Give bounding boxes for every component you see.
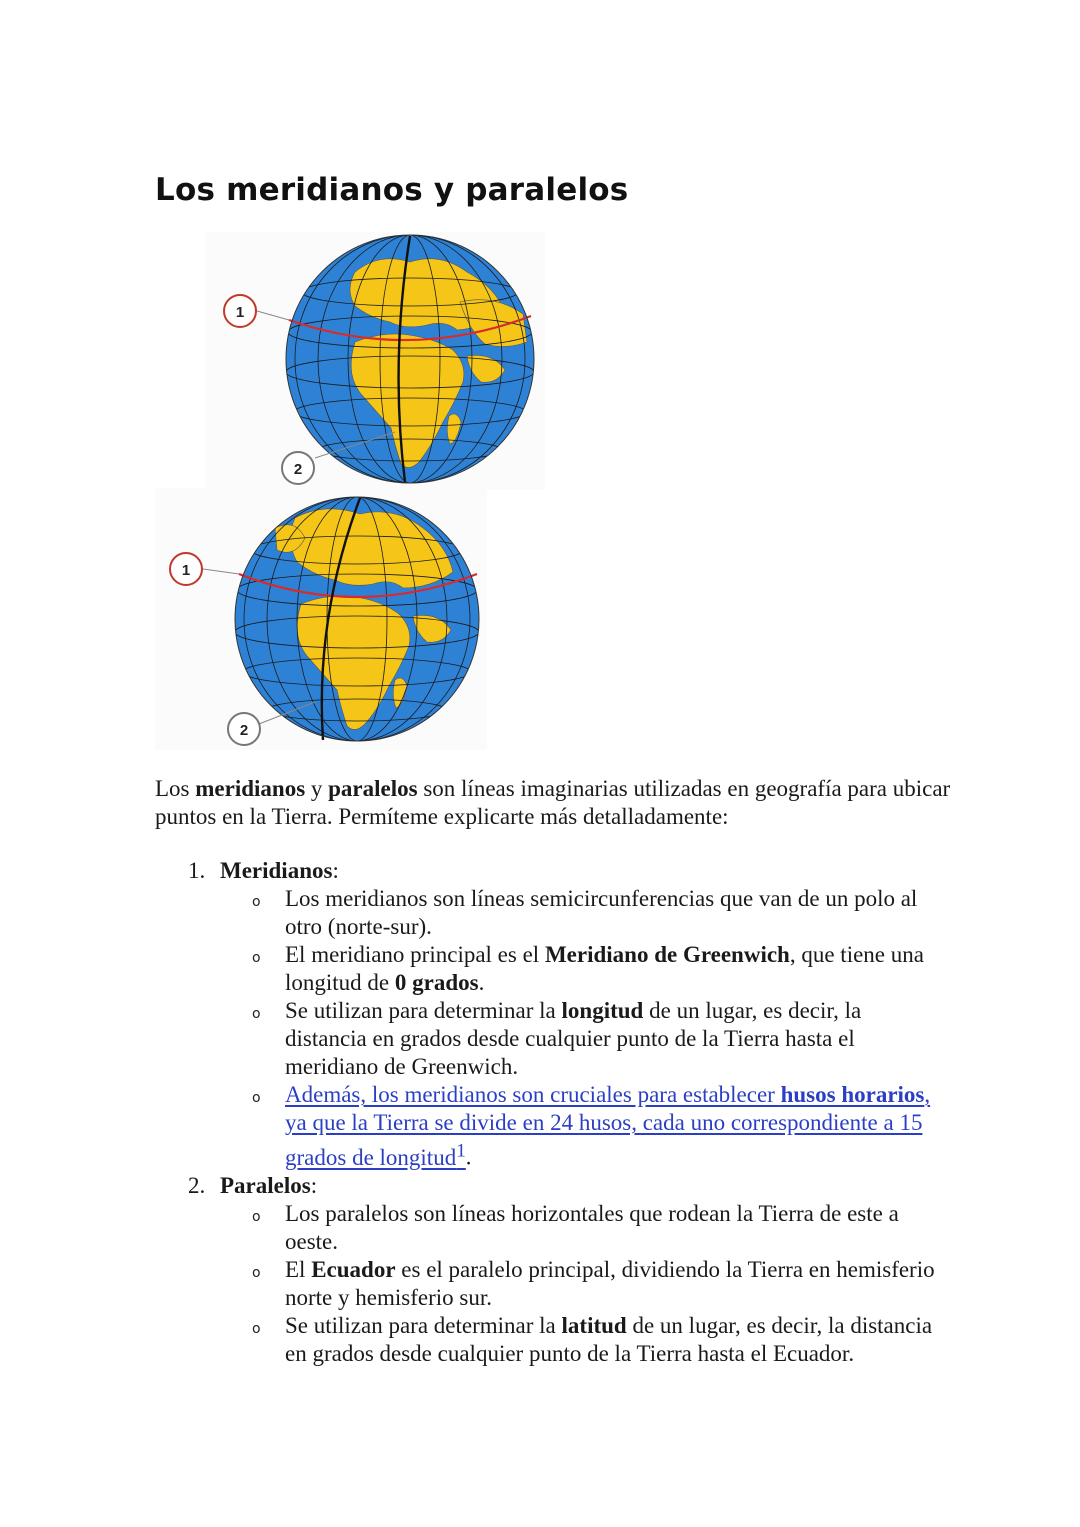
term-meridianos: meridianos: [195, 776, 306, 801]
sub-list: [188, 1200, 948, 1368]
footnote-marker[interactable]: 1: [456, 1140, 466, 1161]
list-item: o El meridiano principal es el Meridiano de Greenwich, que tiene una longitud de 0 grados.: [252, 942, 924, 995]
term-paralelos: paralelos: [328, 776, 418, 801]
svg-text:2: 2: [293, 461, 303, 478]
hollow-bullet-icon: o: [252, 1208, 261, 1225]
callout-2: [282, 452, 314, 484]
page-title: Los meridianos y paralelos: [155, 172, 629, 208]
hollow-bullet-icon: o: [252, 1264, 261, 1281]
callout-2: [228, 713, 260, 745]
list-item: o El Ecuador es el paralelo principal, dividiendo la Tierra en hemisferio norte y hemisferio sur.: [252, 1256, 935, 1310]
callout-1: [224, 295, 256, 327]
hollow-bullet-icon: o: [252, 1090, 261, 1106]
globe-illustration: [155, 488, 487, 750]
hollow-bullet-icon: o: [252, 950, 261, 966]
hollow-bullet-icon: o: [252, 1320, 261, 1337]
svg-text:2: 2: [239, 722, 249, 739]
svg-text:1: 1: [181, 562, 191, 579]
section-meridianos: [188, 857, 948, 1172]
globe-figure-2: [155, 488, 487, 750]
list-item: o Además, los meridianos son cruciales para establecer husos horarios, ya que la Tierra se divide en 24 husos, cada uno correspondiente a 15 grados de longitud$^1$.: [252, 1082, 931, 1170]
hollow-bullet-icon: o: [252, 894, 261, 910]
intro-paragraph: Los meridianos y paralelos son líneas imaginarias utilizadas en geografía para ubicar puntos en la Tierra. Permíteme explicarte más detalladamente:: [155, 776, 951, 829]
svg-text:1: 1: [235, 304, 245, 321]
globe-illustration: [205, 232, 545, 490]
list-item: o Los meridianos son líneas semicircunferencias que van de un polo al otro (norte-sur).: [252, 886, 918, 939]
callout-1: [170, 553, 202, 585]
list-item: o Los paralelos son líneas horizontales que rodean la Tierra de este a oeste.: [252, 1200, 899, 1254]
list-item: o Se utilizan para determinar la latitud de un lugar, es decir, la distancia en grados desde cualquier punto de la Tierra hasta el Ecuador.: [252, 1312, 933, 1366]
section-heading: 1. Meridianos:: [188, 858, 339, 883]
globe-figure-1: [205, 232, 545, 490]
list-item: o Se utilizan para determinar la longitud de un lugar, es decir, la distancia en grados desde cualquier punto de la Tierra hasta el meridiano de Greenwich.: [252, 998, 862, 1079]
section-paralelos: [188, 1172, 948, 1368]
callout-leader: [257, 311, 289, 320]
callout-leader: [203, 569, 239, 574]
sub-list: [188, 885, 948, 1172]
hollow-bullet-icon: o: [252, 1006, 261, 1022]
section-heading: 2. Paralelos:: [188, 1172, 318, 1198]
outline-list: [188, 857, 948, 1368]
citation-link[interactable]: Además, los meridianos son cruciales para establecer husos horarios, ya que la Tierra se divide en 24 husos, cada uno correspondiente a 15 grados de longitud$^1$: [285, 1082, 931, 1170]
